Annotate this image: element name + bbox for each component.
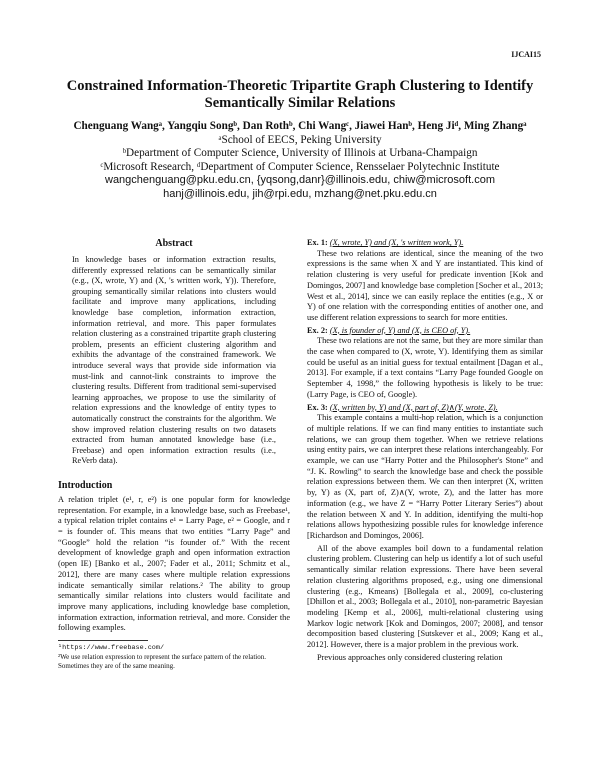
previous-approaches-paragraph: Previous approaches only considered clustering relation: [317, 652, 503, 662]
example-3-body: This example contains a multi-hop relation, which is a conjunction of multiple relations. If we can find many entities to instantiate such relations, we can group them together. When we retrieve relations using entity pairs, we can interpret these relations interchangeably. For example, we can use “Harry Potter and the Philosopher's Stone” and “J. K. Rowling” to search the knowledge base and check the possible relation expressions between them. We can then interpret (X, written by, Y) as (X, part of, Z)∧(Y, wrote, Z), and the latter has more information (e.g., we have Z = “Harry Potter Literary Series”) about the relation between X and Y. In addition, identifying the multi-hop relations allows hypothesizing possible rules for knowledge inference [Richardson and Domingos, 2006].: [307, 413, 543, 540]
email-line-2: hanj@illinois.edu, jih@rpi.edu, mzhang@net.pku.edu.cn: [163, 187, 437, 200]
abstract-text: In knowledge bases or information extraction results, differently expressed relations can be semantically similar (e.g., (X, wrote, Y) and (X, 's written work, Y)). Therefore, grouping semantically similar relations into clusters would facilitate and improve many applications, including knowledge base completion, information extraction, information retrieval, and more. This paper formulates relation clustering as a constrained tripartite graph clustering problem, presents an efficient clustering algorithm and exhibits the advantage of the constrained framework. We introduce several ways that provide side information via must-link and cannot-link constraints to improve the clustering results. Different from traditional semi-supervised learning approaches, we propose to use the similarity of relation expressions and the knowledge of entity types to automatically construct the constraints for the algorithm. We show improved relation clustering results on two datasets extracted from human annotated knowledge base (i.e., Freebase) and open information extraction results (i.e., ReVerb data).: [72, 255, 276, 466]
abstract-heading: Abstract: [155, 238, 193, 249]
clustering-paragraph: All of the above examples boil down to a fundamental relation clustering problem. Clustering can help us identify a lot of such useful semantically similar relation expressions. There have been several relation clustering algorithms proposed, e.g., using one dimensional clustering (e.g., Kmeans) [Bollegala et al., 2009], co-clustering [Dhillon et al., 2003; Bollegala et al., 2010], non-parametric Bayesian modeling [Kemp et al., 2006], multi-relational clustering using Markov logic network [Kok and Domingos, 2007; 2008], and tensor decomposition based clustering [Sutskever et al., 2009; Kang et al., 2012]. However, there is a major problem in the previous work.: [307, 543, 543, 650]
paper-title: Constrained Information-Theoretic Tripartite Graph Clustering to Identify Semantically Similar Relations: [66, 78, 534, 111]
introduction-paragraph: A relation triplet (e¹, r, e²) is one popular form for knowledge representation. For example, in a knowledge base, such as Freebase¹, a typical relation triplet contains e¹ = Larry Page, e² = Google, and r = is founder of. This means that two entities “Larry Page” and “Google” hold the relation “is founder of.” With the recent development of knowledge graph and open information extraction (open IE) [Banko et al., 2007; Fader et al., 2011; Schmitz et al., 2012], there are many cases where multiple relation expressions indicate semantically similar relations.² The ability to group semantically similar relations into clusters would facilitate and improve many applications, including knowledge base completion, information extraction, information retrieval, and more. Consider the following examples.: [58, 494, 290, 633]
example-2-header: [307, 326, 543, 337]
example-1-header: [307, 238, 543, 249]
footnote-rule: [58, 640, 148, 641]
example-3-label: Ex. 3:: [307, 402, 328, 412]
authors-line: Chenguang Wangᵃ, Yangqiu Songᵇ, Dan Rothᵇ, Chi Wangᶜ, Jiawei Hanᵇ, Heng Jiᵈ, Ming Zhangᵃ: [73, 120, 527, 132]
footnote-1: ¹https://www.freebase.com/: [58, 644, 165, 653]
example-1-body: These two relations are identical, since the meaning of the two expressions is the same when X and Y are instantiated. This kind of relation clustering is very useful for predicate invention [Kok and Domingos, 2007] and knowledge base completion [Socher et al., 2013; West et al., 2014], since we can easily replace the entities (e.g., X or Y) of one relation with the corresponding entities of another one, and use different relation expressions to search for more entities.: [307, 248, 543, 322]
email-line-1: wangchenguang@pku.edu.cn, {yqsong,danr}@illinois.edu, chiw@microsoft.com: [105, 174, 495, 187]
right-column: [307, 238, 543, 665]
example-2-expression: (X, is founder of, Y) and (X, is CEO of, Y).: [329, 325, 471, 335]
example-2-body: These two relations are not the same, but they are more similar than the case when compared to (X, wrote, Y). Identifying them as similar could be useful as an initial guess for textual entailment [Dagan et al., 2013]. For example, if a text contains “Larry Page founded Google on September 4, 1998,” the following hypothesis is likely to be true: (Larry Page, is CEO of, Google).: [307, 336, 543, 399]
author-block: [40, 120, 560, 202]
example-2-label: Ex. 2:: [307, 325, 328, 335]
left-column: [58, 238, 290, 671]
introduction-heading: Introduction: [58, 479, 113, 491]
example-3-expression: (X, written by, Y) and (X, part of, Z)∧(Y, wrote, Z).: [329, 402, 498, 412]
affiliation-3: ᶜMicrosoft Research, ᵈDepartment of Computer Science, Rensselaer Polytechnic Institute: [100, 160, 500, 173]
affiliation-2: ᵇDepartment of Computer Science, University of Illinois at Urbana-Champaign: [122, 147, 478, 160]
example-1-label: Ex. 1:: [307, 238, 328, 247]
example-1-expression: (X, wrote, Y) and (X, 's written work, Y).: [329, 238, 464, 247]
footnote-2: ²We use relation expression to represent the surface pattern of the relation. Sometimes they are of the same meaning.: [58, 653, 266, 671]
affiliation-1: ᵃSchool of EECS, Peking University: [218, 133, 382, 146]
example-3-header: [307, 403, 543, 414]
venue-label: IJCAI15: [511, 50, 541, 59]
